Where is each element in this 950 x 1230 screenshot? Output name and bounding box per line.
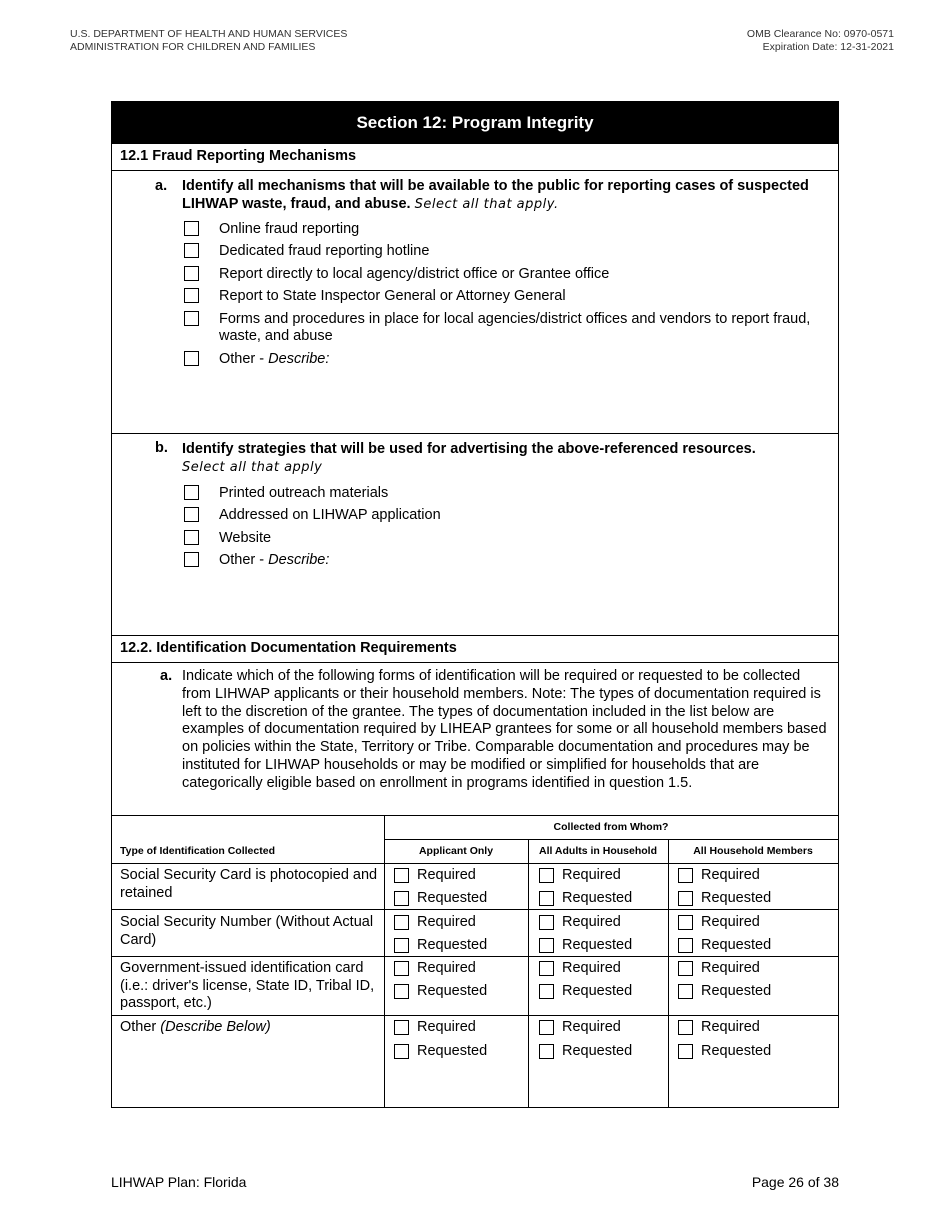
applicant-required-checkbox[interactable]: Required <box>394 914 476 930</box>
ad-option-printed[interactable] <box>184 485 824 502</box>
checkbox[interactable] <box>539 868 554 883</box>
id-type-other: Other (Describe Below) <box>120 1019 271 1035</box>
checkbox[interactable] <box>539 1020 554 1035</box>
section-12-2-title: 12.2. Identification Documentation Requirements <box>120 640 457 656</box>
checkbox[interactable] <box>184 530 199 545</box>
ad-option-website[interactable] <box>184 530 824 547</box>
checkbox[interactable] <box>184 552 199 567</box>
checkbox[interactable] <box>678 1020 693 1035</box>
all-members-header: All Household Members <box>693 845 813 857</box>
checkbox[interactable] <box>678 961 693 976</box>
omb-clearance: OMB Clearance No: 0970-0571 <box>746 28 894 40</box>
checkbox[interactable] <box>394 1044 409 1059</box>
adults-required-checkbox[interactable]: Required <box>539 1019 621 1035</box>
adults-requested-checkbox[interactable]: Requested <box>539 983 632 999</box>
question-a-prompt: Identify all mechanisms that will be available to the public for reporting cases of suspected LIHWAP waste, fraud, and abuse. <box>182 178 809 212</box>
members-requested-checkbox[interactable]: Requested <box>678 890 771 906</box>
checkbox[interactable] <box>394 915 409 930</box>
checkbox[interactable] <box>184 507 199 522</box>
describe-label: Describe: <box>268 351 330 367</box>
question-b-prompt: Identify strategies that will be used for advertising the above-referenced resources. <box>182 441 756 457</box>
applicant-only-header: Applicant Only <box>418 845 494 857</box>
question-b-text <box>182 440 822 477</box>
adults-required-checkbox[interactable]: Required <box>539 960 621 976</box>
applicant-requested-checkbox[interactable]: Requested <box>394 1043 487 1059</box>
checkbox[interactable] <box>184 266 199 281</box>
id-type-ss-card: Social Security Card is photocopied and retained <box>120 867 378 901</box>
checkbox[interactable] <box>678 891 693 906</box>
checkbox[interactable] <box>678 984 693 999</box>
fraud-option-hotline[interactable] <box>184 243 824 260</box>
checkbox[interactable] <box>539 1044 554 1059</box>
members-required-checkbox[interactable]: Required <box>678 867 760 883</box>
adults-requested-checkbox[interactable]: Requested <box>539 1043 632 1059</box>
checkbox[interactable] <box>539 915 554 930</box>
id-type-government-id: Government-issued identification card (i.e.: driver's license, State ID, Tribal ID, passport, etc.) <box>120 960 375 1011</box>
applicant-requested-checkbox[interactable]: Requested <box>394 937 487 953</box>
checkbox[interactable] <box>678 938 693 953</box>
members-requested-checkbox[interactable]: Requested <box>678 1043 771 1059</box>
fraud-option-online[interactable] <box>184 221 824 238</box>
id-question-a-text: Indicate which of the following forms of identification will be required or requested to be collected from LIHWAP applicants or their household members. Note: The types of documentation required is left to the discretion of the grantee. The types of documentation included in the list below are examples of documentation required by LIHEAP grantees for some or all household members based on policies within the State, Territory or Tribe. Comparable documentation and procedures may be instituted for LIHWAP households or may be modified or simplified for households that are categorically eligible based on enrollment in programs identified in question 1.5. <box>182 668 827 791</box>
question-b-hint: Select all that apply <box>182 460 323 475</box>
adults-required-checkbox[interactable]: Required <box>539 914 621 930</box>
omb-header <box>747 28 894 54</box>
option-label: Report to State Inspector General or Attorney General <box>219 288 566 304</box>
checkbox[interactable] <box>394 961 409 976</box>
collected-from-whom-header: Collected from Whom? <box>553 821 669 833</box>
members-required-checkbox[interactable]: Required <box>678 1019 760 1035</box>
members-required-checkbox[interactable]: Required <box>678 914 760 930</box>
checkbox[interactable] <box>678 868 693 883</box>
checkbox[interactable] <box>539 891 554 906</box>
applicant-required-checkbox[interactable]: Required <box>394 1019 476 1035</box>
describe-label: Describe: <box>268 552 330 568</box>
all-adults-header: All Adults in Household <box>538 845 658 857</box>
page-number: Page 26 of 38 <box>751 1174 839 1190</box>
id-type-ss-number: Social Security Number (Without Actual Card) <box>120 914 374 948</box>
option-label: Dedicated fraud reporting hotline <box>219 243 430 259</box>
checkbox[interactable] <box>678 915 693 930</box>
question-b-letter: b. <box>155 440 168 456</box>
checkbox[interactable] <box>539 984 554 999</box>
checkbox[interactable] <box>184 243 199 258</box>
checkbox[interactable] <box>678 1044 693 1059</box>
checkbox[interactable] <box>394 938 409 953</box>
fraud-option-inspector-general[interactable] <box>184 288 824 305</box>
checkbox[interactable] <box>394 984 409 999</box>
agency-header <box>70 28 347 54</box>
option-label: Other - Describe: <box>219 351 330 367</box>
plan-footer: LIHWAP Plan: Florida <box>111 1174 247 1190</box>
question-a-letter: a. <box>155 178 168 194</box>
option-label: Online fraud reporting <box>219 221 360 237</box>
option-label: Other - Describe: <box>219 552 330 568</box>
fraud-option-local-agency[interactable] <box>184 266 824 283</box>
section-title: Section 12: Program Integrity <box>112 102 838 143</box>
checkbox[interactable] <box>394 868 409 883</box>
adults-requested-checkbox[interactable]: Requested <box>539 937 632 953</box>
option-label: Forms and procedures in place for local agencies/district offices and vendors to report fraud, waste, and abuse <box>219 311 811 344</box>
option-label: Report directly to local agency/district office or Grantee office <box>219 266 610 282</box>
ad-option-other[interactable] <box>184 552 824 569</box>
department-name: U.S. DEPARTMENT OF HEALTH AND HUMAN SERVICES <box>70 28 348 40</box>
checkbox[interactable] <box>394 1020 409 1035</box>
option-label: Printed outreach materials <box>219 485 389 501</box>
option-label: Website <box>219 530 272 546</box>
program-integrity-form <box>111 101 839 1108</box>
applicant-requested-checkbox[interactable]: Requested <box>394 890 487 906</box>
section-12-1-title: 12.1 Fraud Reporting Mechanisms <box>120 148 357 164</box>
checkbox[interactable] <box>184 485 199 500</box>
administration-name: ADMINISTRATION FOR CHILDREN AND FAMILIES <box>70 41 316 53</box>
members-requested-checkbox[interactable]: Requested <box>678 937 771 953</box>
members-required-checkbox[interactable]: Required <box>678 960 760 976</box>
applicant-requested-checkbox[interactable]: Requested <box>394 983 487 999</box>
question-a-hint: Select all that apply. <box>414 197 559 212</box>
question-a-text <box>182 177 812 214</box>
id-question-a-letter: a. <box>160 668 173 684</box>
checkbox[interactable] <box>184 288 199 303</box>
checkbox[interactable] <box>184 311 199 326</box>
applicant-required-checkbox[interactable]: Required <box>394 960 476 976</box>
ad-option-application[interactable] <box>184 507 824 524</box>
members-requested-checkbox[interactable]: Requested <box>678 983 771 999</box>
checkbox[interactable] <box>539 961 554 976</box>
checkbox[interactable] <box>184 351 199 366</box>
fraud-option-forms-procedures[interactable] <box>184 311 824 345</box>
adults-requested-checkbox[interactable]: Requested <box>539 890 632 906</box>
expiration-date: Expiration Date: 12-31-2021 <box>762 41 894 53</box>
checkbox[interactable] <box>184 221 199 236</box>
fraud-option-other[interactable] <box>184 351 824 368</box>
checkbox[interactable] <box>394 891 409 906</box>
checkbox[interactable] <box>539 938 554 953</box>
option-label: Addressed on LIHWAP application <box>219 507 441 523</box>
type-column-header: Type of Identification Collected <box>120 845 275 857</box>
adults-required-checkbox[interactable]: Required <box>539 867 621 883</box>
applicant-required-checkbox[interactable]: Required <box>394 867 476 883</box>
